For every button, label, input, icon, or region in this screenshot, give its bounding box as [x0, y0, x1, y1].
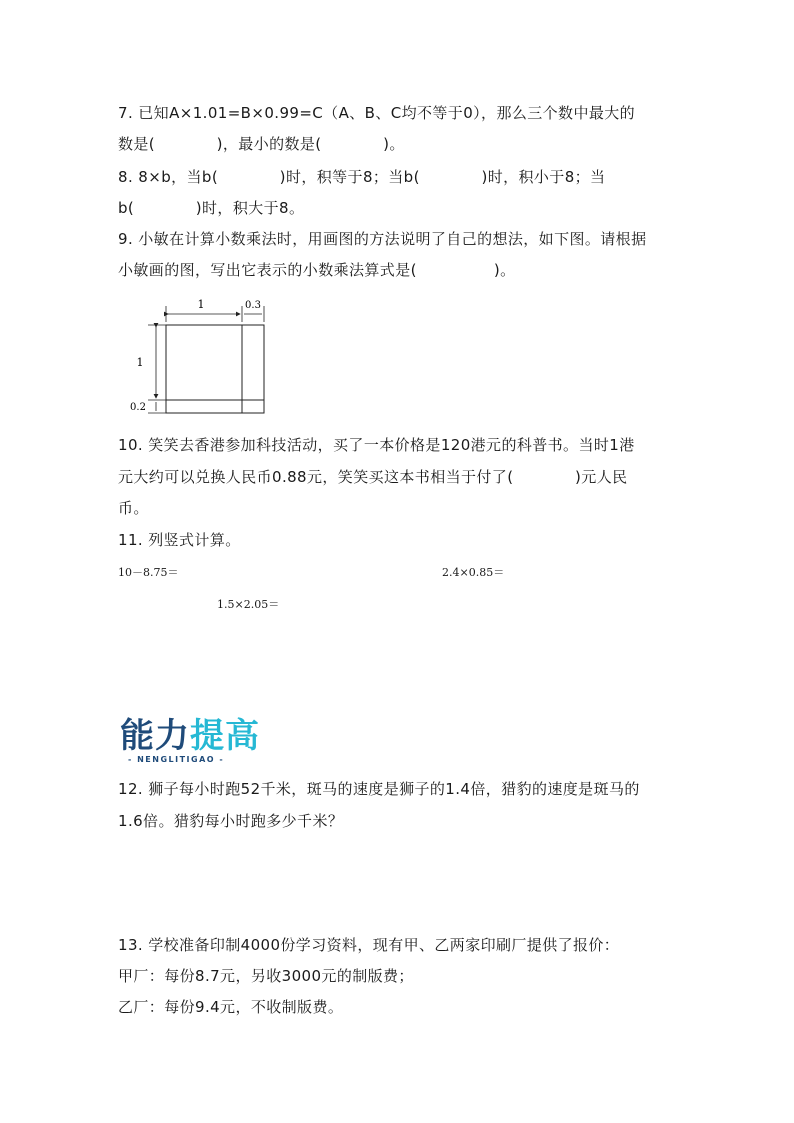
q9-line-2: 小敏画的图，写出它表示的小数乘法算式是( )。: [118, 261, 516, 279]
q13-line-3: 乙厂：每份9.4元，不收制版费。: [118, 998, 344, 1016]
q7-line-1: 7. 已知A×1.01=B×0.99=C（A、B、C均不等于0），那么三个数中最大的: [118, 104, 636, 122]
banner-subtitle: - NENGLITIGAO -: [128, 755, 225, 764]
label-top-03: 0.3: [245, 300, 261, 311]
q8-line-2: b( )时，积大于8。: [118, 199, 305, 217]
banner-title-part-1: 能力: [120, 716, 190, 756]
q11-title: 11. 列竖式计算。: [118, 531, 241, 549]
q11-expr-2: 2.4×0.85＝: [442, 566, 505, 579]
area-model-diagram: [128, 292, 278, 422]
q8-line-1: 8. 8×b，当b( )时，积等于8；当b( )时，积小于8；当: [118, 168, 606, 186]
q10-line-1: 10. 笑笑去香港参加科技活动，买了一本价格是120港元的科普书。当时1港: [118, 436, 635, 454]
q10-line-3: 币。: [118, 499, 149, 517]
q9-line-1: 9. 小敏在计算小数乘法时，用画图的方法说明了自己的想法，如下图。请根据: [118, 230, 647, 248]
q12-line-1: 12. 狮子每小时跑52千米，斑马的速度是狮子的1.4倍，猎豹的速度是斑马的: [118, 780, 640, 798]
label-top-1: 1: [197, 298, 205, 311]
q13-line-1: 13. 学校准备印制4000份学习资料，现有甲、乙两家印刷厂提供了报价：: [118, 936, 620, 954]
q12-line-2: 1.6倍。猎豹每小时跑多少千米？: [118, 812, 344, 830]
q7-line-2: 数是( )，最小的数是( )。: [118, 135, 405, 153]
q11-expr-1: 10－8.75＝: [118, 566, 179, 579]
q13-line-2: 甲厂：每份8.7元，另收3000元的制版费；: [118, 967, 414, 985]
banner-title-part-2: 提高: [190, 716, 260, 756]
label-left-1: 1: [136, 356, 144, 369]
label-left-02: 0.2: [130, 402, 146, 413]
q11-expr-3: 1.5×2.05＝: [217, 598, 280, 611]
section-banner-ability-improvement: [120, 718, 260, 764]
q10-line-2: 元大约可以兑换人民币0.88元，笑笑买这本书相当于付了( )元人民: [118, 468, 628, 486]
